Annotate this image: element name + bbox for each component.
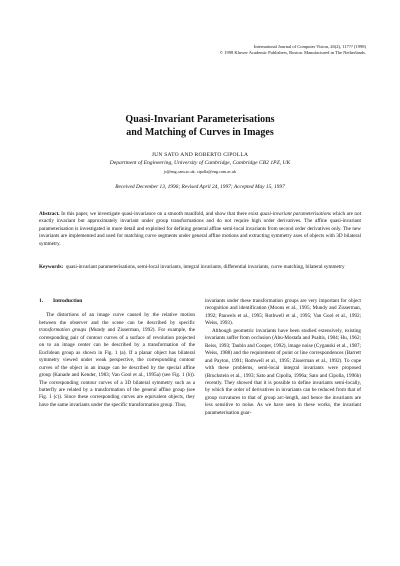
copyright-line: © 1998 Kluwer Academic Publishers, Boston. Manufactured in The Netherlands. [219,50,366,55]
abstract-text-2: which are not exactly invariant but approximately invariant under group transformations and do not require high order derivatives. The affine quasi-invariant parameterisation is investigated in more detail and exploited for defining general affine semi-local invariants from second order derivatives only. The new invariants are implemented and used for matching curve segments under general affine motions and extracting symmetry axes of objects with 3D bilateral symmetry. [39,211,362,247]
email: js@eng.cam.ac.uk, cipolla@eng.cam.ac.uk [163,169,237,174]
paper-title [0,114,400,139]
section-number: 1. [39,298,44,304]
abstract [39,211,361,248]
paragraph-text-2: (Mundy and Zisserman, 1992). For example, the corresponding pair of contour curves of a surface of revolution projected on to an image center can be described by a transformation of the Euclidean group as shown in Fig. 1 (a). If a planar object has bilateral symmetry viewed under weak perspective, the corresponding contour curves of the object in an image can be described by the special affine group (Kanade and Kender, 1983; Van Gool et al., 1995a) (see Fig. 1 (b)). The corresponding contour curves of a 3D bilateral symmetry such as a butterfly are related by a transformation of the general affine group (see Fig. 1 (c)). Since these corresponding curves are equivalent objects, they have the same invariants under the specific transformation group. Thus, [39,327,195,408]
abstract-text-1: In this paper, we investigate quasi-invariance on a smooth manifold, and show that there exist [61,211,259,217]
paragraph-emphasis: transformation groups [39,327,87,334]
journal-citation: International Journal of Computer Vision, 26(2), 117?? (1998) [253,44,366,49]
paragraph: Although geometric invariants have been studied extensively, existing invariants suffer from occlusion (Abu-Mostafa and Psaltis, 1984; Hu, 1962; Reiss, 1993; Taubin and Cooper, 1992), image noise (Cyganski et al., 1987; Weiss, 1988) and the requirement of point or line correspondences (Barrett and Payton, 1991; Rothwell et al., 1995; Zisserman et al., 1992). To cope with these problems, semi-local integral invariants were proposed (Bruckstein et al., 1993; Sato and Cipolla, 1996a; Sato and Cipolla, 1996b) recently. They showed that it is possible to define invariants semi-locally, by which the order of derivatives in invariants can be reduced from that of group curvatures to that of group arc-length, and hence the invariants are less sensitive to noise. As we have seen in these works, the invariant parameterisation guar- [205,327,361,416]
keywords [39,264,361,271]
abstract-label: Abstract. [39,211,60,217]
title-line-2: and Matching of Curves in Images [126,126,274,138]
abstract-emphasis: quasi-invariant parameterisations [259,211,331,217]
title-line-1: Quasi-Invariant Parameterisations [125,114,275,125]
publication-dates: Received December 13, 1996; Revised April 24, 1997; Accepted May 15, 1997 [115,184,285,190]
text-column-left [39,298,195,409]
text-column-right [205,298,361,417]
keywords-label: Keywords: [39,264,64,270]
paragraph: invariants under these transformation groups are very important for object recognition and identification (Moons et al., 1995; Mundy and Zisserman, 1992; Pauwels et al., 1995; Rothwell et al., 1995; Van Gool et al., 1992; Weiss, 1993). [205,298,361,327]
keywords-text: quasi-invariant parameterisations, semi-local invariants, integral invariants, differential invariants, curve matching, bilateral symmetry [65,264,345,270]
section-title: Introduction [53,298,83,304]
paragraph-text-1: The distortions of an image curve caused by the relative motion between the observer and the scene can be described by specific [39,312,195,326]
authors: JUN SATO AND ROBERTO CIPOLLA [151,152,249,158]
section-heading [39,298,195,305]
affiliation: Department of Engineering, University of Cambridge, Cambridge CB2 1PZ, UK [109,160,291,166]
paragraph [39,312,195,409]
journal-header [220,44,366,56]
